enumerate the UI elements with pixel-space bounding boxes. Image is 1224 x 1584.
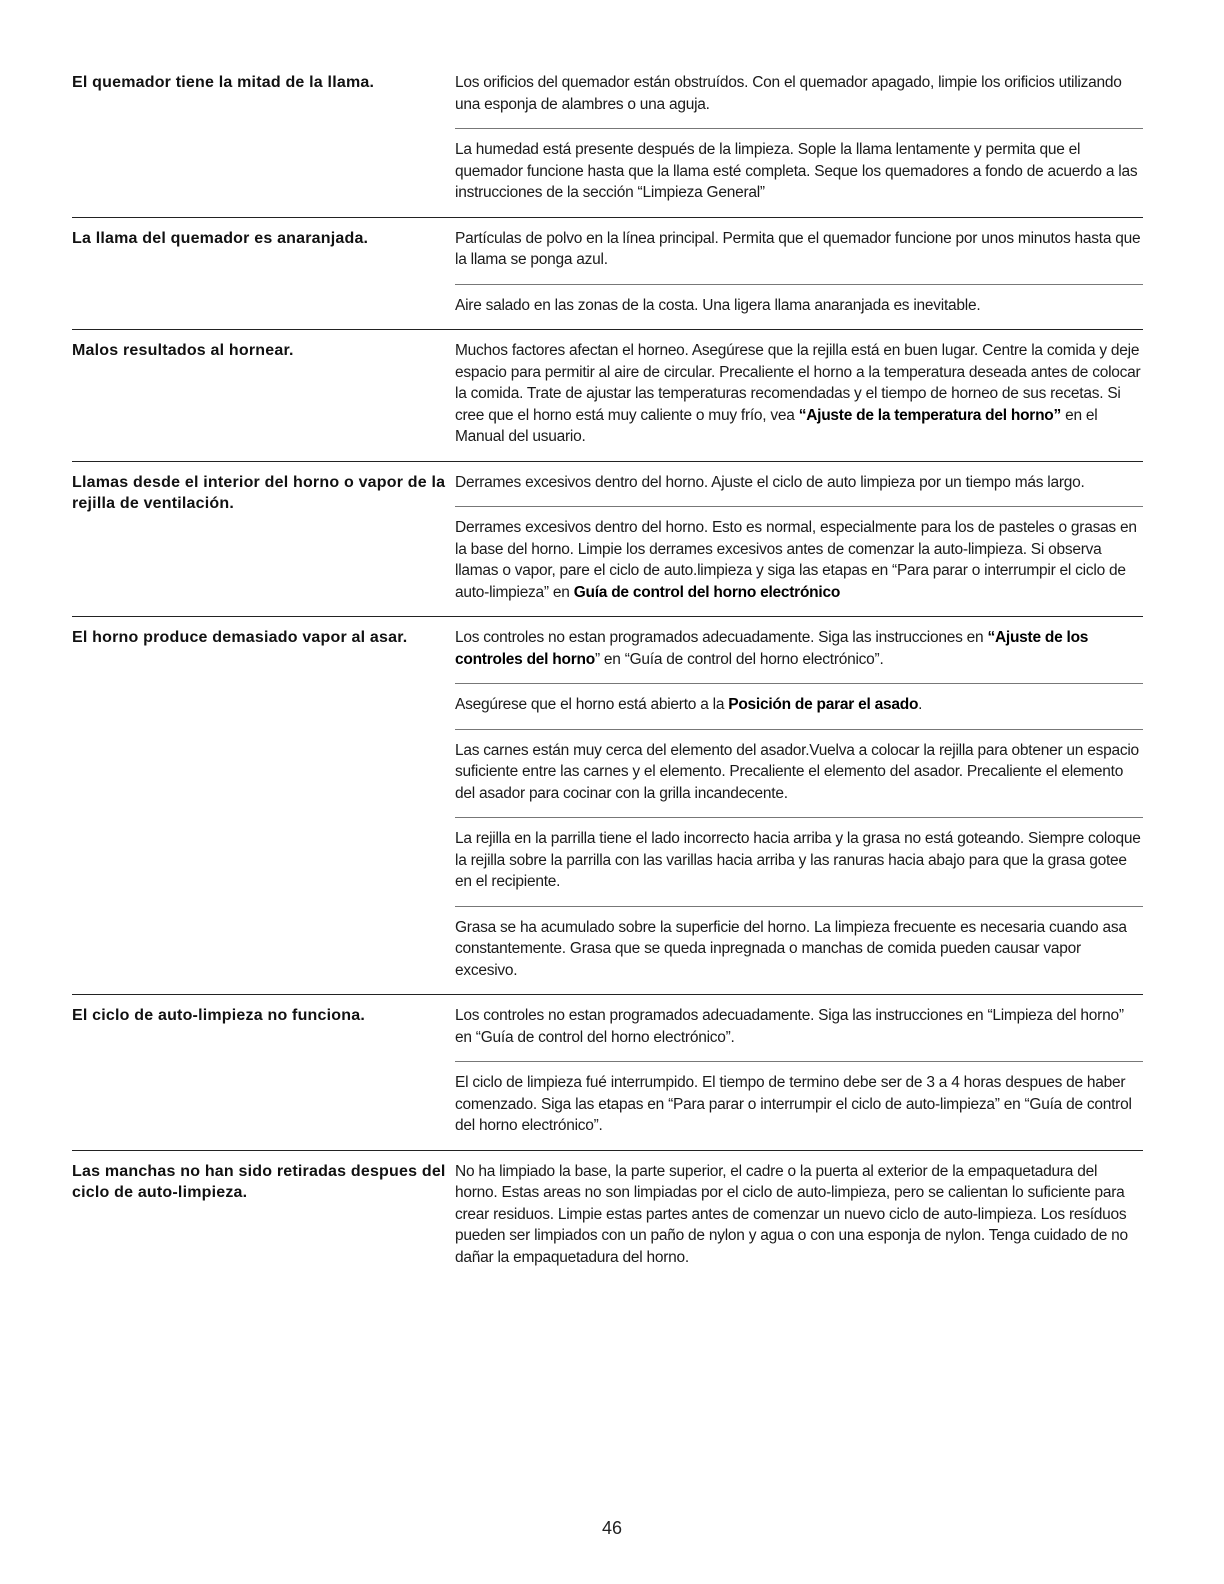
solutions-cell [455,617,1143,994]
text-run: Asegúrese que el horno está abierto a la [455,696,729,713]
troubleshooting-table [72,62,1143,1281]
text-run: Los orificios del quemador están obstruídos. Con el quemador apagado, limpie los orificios utilizando una esponja de alambres o una aguja. [455,74,1122,113]
solution-text [455,62,1143,128]
text-run: Muchos factores afectan el horneo. Asegúrese que la rejilla está en buen lugar. Centre la comida y deje espacio para permitir al aire de circular. Precaliente el horno a la temperatura deseada antes de colocar la comida. Trate de ajustar las temperaturas recomendadas y el tiempo de horneo de sus recetas. Si cree que el horno está muy caliente o muy frío, vea [455,342,1141,424]
solution-text [455,906,1143,995]
text-run: No ha limpiado la base, la parte superior, el cadre o la puerta al exterior de la empaquetadura del horno. Estas areas no son limpiadas por el ciclo de auto-limpieza, pero se calientan lo suficiente para crear residuos. Limpie estas partes antes de comenzar un nuevo ciclo de auto-limpieza. Los resíduos pueden ser limpiados con un paño de nylon y agua o con una esponja de nylon. Tenga cuidado de no dañar la empaquetadura del horno. [455,1162,1128,1266]
text-run: La rejilla en la parrilla tiene el lado incorrecto hacia arriba y la grasa no está goteando. Siempre coloque la rejilla sobre la parrilla con las varillas hacia arriba y las ranuras hacia abajo para que la grasa gotee en el recipiente. [455,830,1141,890]
solution-text [455,817,1143,906]
problem-label: Las manchas no han sido retiradas despues del ciclo de auto-limpieza. [72,1162,446,1201]
bold-reference: “Ajuste de los controles del horno [455,629,1089,668]
table-row [72,994,1143,1150]
solutions-cell [455,218,1143,330]
solutions-cell [455,330,1143,461]
solution-text [455,506,1143,616]
table-row [72,616,1143,994]
solution-text [455,729,1143,818]
text-run: Las carnes están muy cerca del elemento del asador.Vuelva a colocar la rejilla para obtener un espacio suficiente entre las carnes y el elemento. Precaliente el elemento del asador. Precaliente el elemento del asador para cocinar con la grilla incandecente. [455,741,1139,802]
problem-label: El horno produce demasiado vapor al asar. [72,629,408,646]
bold-reference: Posición de parar el asado [728,696,919,713]
problem-label: Malos resultados al hornear. [72,342,294,359]
text-run: Los controles no estan programados adecuadamente. Siga las instrucciones en [455,629,988,646]
table-row [72,461,1143,617]
solution-text [455,330,1143,461]
text-run: La humedad está presente después de la limpieza. Sople la llama lentamente y permita que el quemador funcione hasta que la llama esté completa. Seque los quemadores a fondo de acuerdo a las instrucciones de la sección “Limpieza General” [455,141,1138,201]
bold-reference: Guía de control del horno electrónico [573,583,841,601]
page-number: 46 [601,1518,623,1538]
problem-label: El ciclo de auto-limpieza no funciona. [72,1007,365,1024]
text-run: Aire salado en las zonas de la costa. Una ligera llama anaranjada es inevitable. [455,296,981,314]
solution-text [455,995,1143,1061]
solution-text [455,128,1143,217]
text-run: Los controles no estan programados adecuadamente. Siga las instrucciones en “Limpieza del horno” en “Guía de control del horno electrónico”. [455,1007,1124,1046]
text-run: Derrames excesivos dentro del horno. Ajuste el ciclo de auto limpieza por un tiempo más largo. [455,473,1085,491]
text-run: Partículas de polvo en la línea principal. Permita que el quemador funcione por unos minutos hasta que la llama se ponga azul. [455,229,1141,268]
solution-text [455,284,1143,330]
text-run: El ciclo de limpieza fué interrumpido. El tiempo de termino debe ser de 3 a 4 horas despues de haber comenzado. Siga las etapas en “Para parar o interrumpir el ciclo de auto-limpieza” en “Guía de control del horno electrónico”. [455,1074,1132,1134]
bold-reference: “Ajuste de la temperatura del horno” [798,406,1062,424]
table-row [72,62,1143,217]
table-row [72,329,1143,461]
problem-label: Llamas desde el interior del horno o vapor de la rejilla de ventilación. [72,473,446,512]
problem-label: El quemador tiene la mitad de la llama. [72,74,375,91]
solutions-cell [455,1151,1143,1282]
table-row [72,1150,1143,1282]
solutions-cell [455,995,1143,1150]
table-row [72,217,1143,330]
solution-text [455,683,1143,729]
solutions-cell [455,462,1143,617]
solution-text [455,1151,1143,1282]
text-run: ” en “Guía de control del horno electrónico”. [594,650,884,668]
solutions-cell [455,62,1143,217]
solution-text [455,1061,1143,1150]
text-run: . [918,696,923,713]
text-run: Grasa se ha acumulado sobre la superficie del horno. La limpieza frecuente es necesaria cuando asa constantemente. Grasa que se queda inpregnada o manchas de comida pueden causar vapor excesivo. [455,918,1127,979]
text-run: en el Manual del usuario. [455,406,1098,445]
solution-text [455,617,1143,683]
solution-text [455,218,1143,284]
problem-label: La llama del quemador es anaranjada. [72,229,369,247]
text-run: Derrames excesivos dentro del horno. Esto es normal, especialmente para los de pasteles o grasas en la base del horno. Limpie los derrames excesivos antes de comenzar la auto-limpieza. Si observa llamas o vapor, pare el ciclo de auto.limpieza y siga las etapas en “Para parar o interrumpir el ciclo de auto-limpieza” en [455,519,1137,601]
solution-text [455,462,1143,507]
